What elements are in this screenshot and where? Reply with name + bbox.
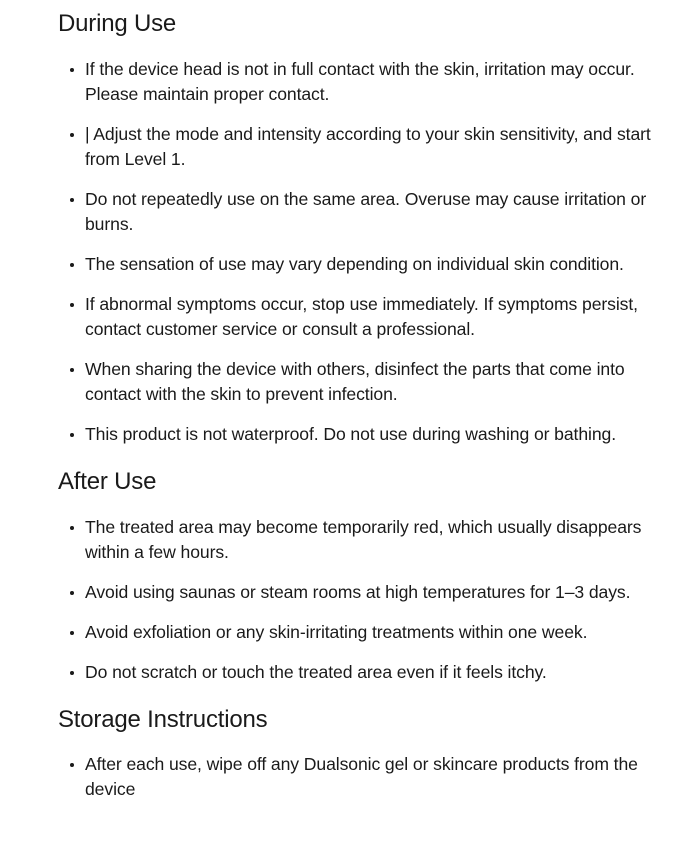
after-use-list — [58, 515, 658, 685]
section-heading-storage-instructions: Storage Instructions — [58, 706, 268, 733]
list-item: The sensation of use may vary depending on individual skin condition. — [58, 252, 658, 277]
list-item: The treated area may become temporarily red, which usually disappears within a few hours. — [58, 515, 658, 565]
list-item: Do not repeatedly use on the same area. Overuse may cause irritation or burns. — [58, 187, 658, 237]
during-use-list — [58, 57, 658, 447]
list-item: If abnormal symptoms occur, stop use immediately. If symptoms persist, contact customer service or consult a professional. — [58, 292, 658, 342]
list-item: This product is not waterproof. Do not use during washing or bathing. — [58, 422, 658, 447]
list-item: Avoid using saunas or steam rooms at high temperatures for 1–3 days. — [58, 580, 658, 605]
storage-instructions-list — [58, 752, 658, 802]
list-item: If the device head is not in full contact with the skin, irritation may occur. Please maintain proper contact. — [58, 57, 658, 107]
list-item: | Adjust the mode and intensity according to your skin sensitivity, and start from Level 1. — [58, 122, 658, 172]
document-body — [58, 0, 658, 817]
list-item: Do not scratch or touch the treated area even if it feels itchy. — [58, 660, 658, 685]
list-item: Avoid exfoliation or any skin-irritating treatments within one week. — [58, 620, 658, 645]
list-item: When sharing the device with others, disinfect the parts that come into contact with the skin to prevent infection. — [58, 357, 658, 407]
section-heading-during-use: During Use — [58, 10, 177, 37]
section-heading-after-use: After Use — [58, 468, 157, 495]
list-item: After each use, wipe off any Dualsonic gel or skincare products from the device — [58, 752, 658, 802]
